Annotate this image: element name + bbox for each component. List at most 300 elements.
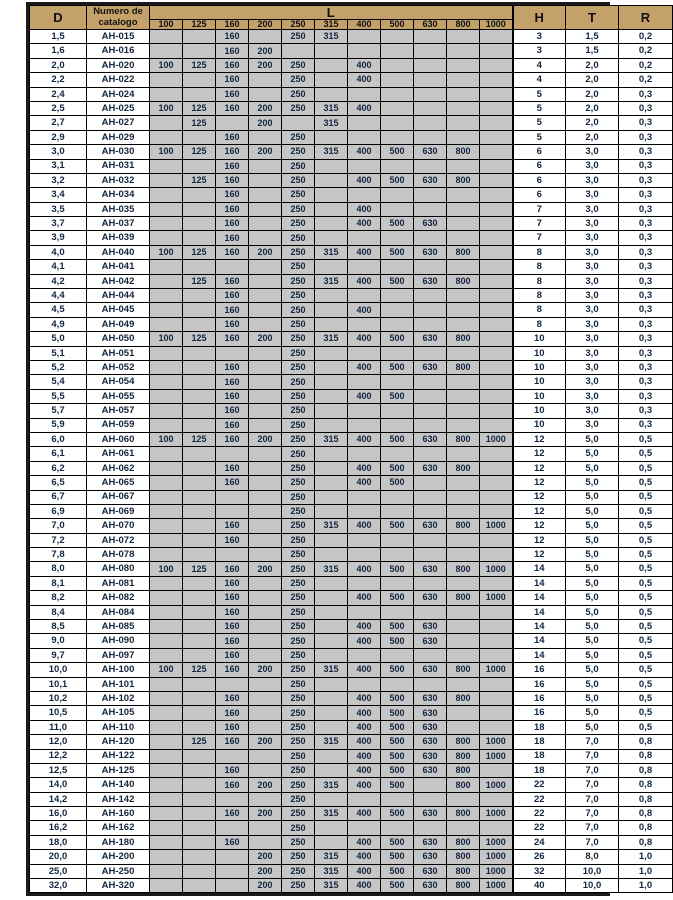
cell-l-250: 250 <box>282 807 315 821</box>
cell-l-500: 500 <box>381 864 414 878</box>
cell-l-250: 250 <box>282 188 315 202</box>
cell-l-800 <box>447 476 480 490</box>
cell-l-1000: 1000 <box>480 864 513 878</box>
cell-l-400 <box>348 792 381 806</box>
cell-l-1000 <box>480 634 513 648</box>
cell-l-630 <box>414 87 447 101</box>
cell-l-160 <box>216 879 249 893</box>
table-row <box>30 620 673 634</box>
cell-l-200 <box>249 130 282 144</box>
cell-h: 4 <box>513 73 566 87</box>
cell-l-1000 <box>480 332 513 346</box>
cell-l-125 <box>183 807 216 821</box>
cell-l-125: 125 <box>183 245 216 259</box>
cell-l-250: 250 <box>282 346 315 360</box>
cell-l-200 <box>249 260 282 274</box>
cell-l-800: 800 <box>447 519 480 533</box>
cell-l-125 <box>183 548 216 562</box>
cell-l-630 <box>414 44 447 58</box>
cell-l-400 <box>348 418 381 432</box>
cell-l-1000 <box>480 533 513 547</box>
cell-d: 6,1 <box>30 447 87 461</box>
cell-r: 1,0 <box>619 850 673 864</box>
cell-l-800: 800 <box>447 879 480 893</box>
cell-l-125 <box>183 231 216 245</box>
cell-l-125 <box>183 44 216 58</box>
table-row <box>30 821 673 835</box>
cell-d: 6,9 <box>30 504 87 518</box>
cell-l-1000: 1000 <box>480 663 513 677</box>
cell-l-125 <box>183 533 216 547</box>
table-row <box>30 835 673 849</box>
cell-l-630 <box>414 404 447 418</box>
cell-catalog-number: AH-160 <box>87 807 150 821</box>
cell-t: 8,0 <box>566 850 619 864</box>
cell-l-160: 160 <box>216 763 249 777</box>
cell-l-315 <box>315 677 348 691</box>
cell-l-1000 <box>480 87 513 101</box>
cell-h: 5 <box>513 130 566 144</box>
cell-l-400 <box>348 821 381 835</box>
cell-d: 2,9 <box>30 130 87 144</box>
cell-l-250: 250 <box>282 389 315 403</box>
cell-l-200 <box>249 418 282 432</box>
cell-catalog-number: AH-052 <box>87 360 150 374</box>
table-row <box>30 763 673 777</box>
cell-l-1000 <box>480 245 513 259</box>
cell-r: 0,3 <box>619 159 673 173</box>
cell-l-250 <box>282 44 315 58</box>
table-row <box>30 749 673 763</box>
cell-l-250: 250 <box>282 375 315 389</box>
header-l-200: 200 <box>249 20 282 30</box>
cell-l-630 <box>414 447 447 461</box>
cell-catalog-number: AH-059 <box>87 418 150 432</box>
cell-l-800: 800 <box>447 461 480 475</box>
cell-l-250: 250 <box>282 763 315 777</box>
cell-l-400: 400 <box>348 389 381 403</box>
cell-d: 6,2 <box>30 461 87 475</box>
cell-l-125 <box>183 30 216 44</box>
cell-l-160: 160 <box>216 648 249 662</box>
table-row <box>30 605 673 619</box>
cell-l-200: 200 <box>249 44 282 58</box>
cell-catalog-number: AH-029 <box>87 130 150 144</box>
cell-l-630: 630 <box>414 663 447 677</box>
cell-d: 3,0 <box>30 145 87 159</box>
cell-l-160: 160 <box>216 360 249 374</box>
cell-d: 14,2 <box>30 792 87 806</box>
cell-l-800 <box>447 44 480 58</box>
cell-l-630: 630 <box>414 691 447 705</box>
cell-l-500 <box>381 648 414 662</box>
cell-t: 5,0 <box>566 706 619 720</box>
cell-r: 1,0 <box>619 879 673 893</box>
cell-l-1000 <box>480 648 513 662</box>
cell-l-160 <box>216 447 249 461</box>
cell-l-315 <box>315 58 348 72</box>
cell-d: 5,5 <box>30 389 87 403</box>
cell-l-250: 250 <box>282 749 315 763</box>
cell-l-630 <box>414 375 447 389</box>
cell-l-500: 500 <box>381 720 414 734</box>
cell-h: 10 <box>513 418 566 432</box>
cell-l-1000 <box>480 720 513 734</box>
cell-catalog-number: AH-140 <box>87 778 150 792</box>
cell-t: 5,0 <box>566 634 619 648</box>
cell-l-500 <box>381 159 414 173</box>
cell-l-1000 <box>480 605 513 619</box>
cell-catalog-number: AH-050 <box>87 332 150 346</box>
cell-l-200 <box>249 346 282 360</box>
cell-l-500 <box>381 404 414 418</box>
cell-t: 3,0 <box>566 260 619 274</box>
header-l-630: 630 <box>414 20 447 30</box>
cell-l-125 <box>183 317 216 331</box>
cell-l-200 <box>249 548 282 562</box>
cell-l-160: 160 <box>216 476 249 490</box>
cell-l-200: 200 <box>249 58 282 72</box>
table-row <box>30 260 673 274</box>
cell-l-200 <box>249 461 282 475</box>
header-r: R <box>619 6 673 30</box>
cell-l-250: 250 <box>282 835 315 849</box>
cell-l-1000 <box>480 145 513 159</box>
cell-d: 2,4 <box>30 87 87 101</box>
cell-l-800 <box>447 792 480 806</box>
cell-l-800 <box>447 202 480 216</box>
table-row <box>30 231 673 245</box>
cell-l-800 <box>447 504 480 518</box>
cell-l-500: 500 <box>381 835 414 849</box>
cell-l-200: 200 <box>249 432 282 446</box>
cell-l-500: 500 <box>381 663 414 677</box>
cell-l-250: 250 <box>282 591 315 605</box>
cell-d: 14,0 <box>30 778 87 792</box>
cell-h: 8 <box>513 260 566 274</box>
cell-catalog-number: AH-044 <box>87 289 150 303</box>
cell-l-630 <box>414 317 447 331</box>
cell-l-315: 315 <box>315 332 348 346</box>
cell-l-1000 <box>480 476 513 490</box>
cell-catalog-number: AH-040 <box>87 245 150 259</box>
cell-h: 10 <box>513 360 566 374</box>
cell-l-125: 125 <box>183 145 216 159</box>
cell-l-160: 160 <box>216 418 249 432</box>
cell-t: 5,0 <box>566 691 619 705</box>
cell-l-250: 250 <box>282 634 315 648</box>
cell-t: 3,0 <box>566 317 619 331</box>
cell-l-250 <box>282 116 315 130</box>
cell-l-125: 125 <box>183 432 216 446</box>
cell-t: 5,0 <box>566 663 619 677</box>
cell-t: 5,0 <box>566 447 619 461</box>
cell-l-400 <box>348 231 381 245</box>
cell-l-1000: 1000 <box>480 778 513 792</box>
cell-l-160: 160 <box>216 30 249 44</box>
cell-l-125 <box>183 763 216 777</box>
cell-l-125 <box>183 418 216 432</box>
cell-l-250: 250 <box>282 73 315 87</box>
cell-h: 32 <box>513 864 566 878</box>
cell-l-800 <box>447 821 480 835</box>
cell-r: 0,5 <box>619 648 673 662</box>
cell-l-1000 <box>480 73 513 87</box>
cell-l-160: 160 <box>216 533 249 547</box>
cell-l-630: 630 <box>414 749 447 763</box>
table-row <box>30 461 673 475</box>
cell-d: 11,0 <box>30 720 87 734</box>
cell-l-800: 800 <box>447 360 480 374</box>
cell-l-800: 800 <box>447 663 480 677</box>
cell-l-100 <box>150 447 183 461</box>
cell-l-160: 160 <box>216 691 249 705</box>
cell-l-125 <box>183 202 216 216</box>
table-row <box>30 289 673 303</box>
cell-l-630: 630 <box>414 217 447 231</box>
cell-l-500 <box>381 418 414 432</box>
cell-l-200 <box>249 605 282 619</box>
cell-l-500: 500 <box>381 173 414 187</box>
cell-l-160: 160 <box>216 130 249 144</box>
cell-t: 3,0 <box>566 173 619 187</box>
cell-l-630: 630 <box>414 562 447 576</box>
cell-h: 12 <box>513 447 566 461</box>
cell-t: 5,0 <box>566 562 619 576</box>
cell-l-500 <box>381 73 414 87</box>
cell-l-630 <box>414 159 447 173</box>
cell-l-400: 400 <box>348 778 381 792</box>
cell-l-400: 400 <box>348 864 381 878</box>
cell-l-160: 160 <box>216 188 249 202</box>
cell-l-630 <box>414 504 447 518</box>
cell-l-630 <box>414 389 447 403</box>
cell-l-500 <box>381 116 414 130</box>
cell-l-1000: 1000 <box>480 749 513 763</box>
cell-catalog-number: AH-200 <box>87 850 150 864</box>
cell-l-100 <box>150 691 183 705</box>
cell-r: 0,5 <box>619 533 673 547</box>
cell-l-160: 160 <box>216 58 249 72</box>
cell-l-800 <box>447 30 480 44</box>
cell-catalog-number: AH-105 <box>87 706 150 720</box>
cell-catalog-number: AH-072 <box>87 533 150 547</box>
cell-l-315 <box>315 476 348 490</box>
cell-d: 8,2 <box>30 591 87 605</box>
cell-l-100 <box>150 605 183 619</box>
cell-catalog-number: AH-085 <box>87 620 150 634</box>
cell-l-315 <box>315 231 348 245</box>
cell-r: 1,0 <box>619 864 673 878</box>
cell-l-315 <box>315 202 348 216</box>
cell-l-250: 250 <box>282 850 315 864</box>
cell-l-100 <box>150 202 183 216</box>
cell-l-160: 160 <box>216 576 249 590</box>
cell-l-630: 630 <box>414 432 447 446</box>
cell-catalog-number: AH-031 <box>87 159 150 173</box>
table-row <box>30 562 673 576</box>
cell-l-800 <box>447 548 480 562</box>
cell-l-1000 <box>480 30 513 44</box>
cell-l-200 <box>249 404 282 418</box>
cell-l-1000 <box>480 346 513 360</box>
cell-l-200 <box>249 821 282 835</box>
cell-l-160 <box>216 821 249 835</box>
cell-l-250: 250 <box>282 231 315 245</box>
cell-r: 0,8 <box>619 807 673 821</box>
cell-h: 14 <box>513 576 566 590</box>
cell-h: 14 <box>513 648 566 662</box>
cell-t: 3,0 <box>566 145 619 159</box>
cell-l-160: 160 <box>216 375 249 389</box>
cell-t: 7,0 <box>566 763 619 777</box>
cell-l-315: 315 <box>315 30 348 44</box>
table-row <box>30 101 673 115</box>
cell-l-500 <box>381 87 414 101</box>
table-row <box>30 548 673 562</box>
cell-l-125 <box>183 346 216 360</box>
cell-l-1000 <box>480 691 513 705</box>
cell-l-800: 800 <box>447 274 480 288</box>
cell-l-1000 <box>480 58 513 72</box>
cell-l-800: 800 <box>447 807 480 821</box>
cell-l-125: 125 <box>183 274 216 288</box>
cell-h: 18 <box>513 763 566 777</box>
cell-r: 0,3 <box>619 360 673 374</box>
header-l-125: 125 <box>183 20 216 30</box>
table-row <box>30 245 673 259</box>
cell-l-630 <box>414 490 447 504</box>
cell-d: 1,5 <box>30 30 87 44</box>
cell-l-1000 <box>480 116 513 130</box>
cell-l-125: 125 <box>183 663 216 677</box>
cell-l-100 <box>150 389 183 403</box>
cell-r: 0,3 <box>619 346 673 360</box>
cell-l-100 <box>150 274 183 288</box>
cell-l-100 <box>150 260 183 274</box>
cell-l-100 <box>150 490 183 504</box>
cell-d: 4,2 <box>30 274 87 288</box>
cell-l-160: 160 <box>216 101 249 115</box>
cell-l-160: 160 <box>216 432 249 446</box>
cell-d: 6,7 <box>30 490 87 504</box>
table-row <box>30 591 673 605</box>
cell-d: 8,4 <box>30 605 87 619</box>
cell-l-100 <box>150 634 183 648</box>
header-l-160: 160 <box>216 20 249 30</box>
cell-d: 3,5 <box>30 202 87 216</box>
cell-l-630: 630 <box>414 850 447 864</box>
cell-l-200 <box>249 533 282 547</box>
cell-l-630: 630 <box>414 591 447 605</box>
header-catalog-line2: catalogo <box>98 16 138 28</box>
cell-l-500: 500 <box>381 432 414 446</box>
cell-d: 8,0 <box>30 562 87 576</box>
cell-l-315 <box>315 404 348 418</box>
cell-catalog-number: AH-120 <box>87 735 150 749</box>
cell-l-160: 160 <box>216 217 249 231</box>
cell-t: 5,0 <box>566 476 619 490</box>
cell-l-500: 500 <box>381 807 414 821</box>
cell-r: 0,2 <box>619 30 673 44</box>
cell-catalog-number: AH-025 <box>87 101 150 115</box>
cell-d: 7,0 <box>30 519 87 533</box>
cell-t: 5,0 <box>566 519 619 533</box>
cell-l-800 <box>447 231 480 245</box>
cell-l-125 <box>183 461 216 475</box>
cell-h: 6 <box>513 188 566 202</box>
cell-l-315: 315 <box>315 145 348 159</box>
cell-l-315 <box>315 634 348 648</box>
cell-l-400 <box>348 490 381 504</box>
cell-l-400: 400 <box>348 591 381 605</box>
cell-t: 5,0 <box>566 620 619 634</box>
cell-l-315 <box>315 173 348 187</box>
cell-l-200 <box>249 360 282 374</box>
cell-l-250: 250 <box>282 864 315 878</box>
cell-l-800: 800 <box>447 864 480 878</box>
header-row-top <box>30 6 673 20</box>
cell-l-400: 400 <box>348 749 381 763</box>
cell-l-1000 <box>480 44 513 58</box>
cell-l-400 <box>348 346 381 360</box>
cell-l-250: 250 <box>282 303 315 317</box>
table-row <box>30 375 673 389</box>
cell-l-100: 100 <box>150 145 183 159</box>
table-row <box>30 576 673 590</box>
cell-l-250: 250 <box>282 274 315 288</box>
cell-catalog-number: AH-078 <box>87 548 150 562</box>
table-row <box>30 663 673 677</box>
cell-l-800 <box>447 447 480 461</box>
cell-l-125 <box>183 648 216 662</box>
cell-h: 8 <box>513 303 566 317</box>
table-row <box>30 188 673 202</box>
cell-t: 3,0 <box>566 404 619 418</box>
cell-l-500 <box>381 188 414 202</box>
cell-catalog-number: AH-049 <box>87 317 150 331</box>
cell-d: 16,0 <box>30 807 87 821</box>
cell-l-630: 630 <box>414 274 447 288</box>
cell-l-315 <box>315 648 348 662</box>
cell-l-125 <box>183 620 216 634</box>
cell-l-500: 500 <box>381 519 414 533</box>
cell-catalog-number: AH-055 <box>87 389 150 403</box>
cell-l-630 <box>414 73 447 87</box>
cell-l-100 <box>150 778 183 792</box>
cell-r: 0,3 <box>619 202 673 216</box>
cell-l-500 <box>381 289 414 303</box>
cell-t: 5,0 <box>566 490 619 504</box>
cell-r: 0,3 <box>619 317 673 331</box>
cell-l-250: 250 <box>282 720 315 734</box>
cell-d: 32,0 <box>30 879 87 893</box>
cell-h: 8 <box>513 245 566 259</box>
cell-d: 5,0 <box>30 332 87 346</box>
cell-l-160: 160 <box>216 634 249 648</box>
cell-catalog-number: AH-022 <box>87 73 150 87</box>
cell-l-400: 400 <box>348 879 381 893</box>
cell-l-400: 400 <box>348 58 381 72</box>
cell-l-160: 160 <box>216 605 249 619</box>
cell-h: 16 <box>513 706 566 720</box>
cell-catalog-number: AH-061 <box>87 447 150 461</box>
cell-l-315 <box>315 389 348 403</box>
cell-l-800 <box>447 418 480 432</box>
cell-l-160: 160 <box>216 663 249 677</box>
cell-l-1000: 1000 <box>480 835 513 849</box>
cell-catalog-number: AH-062 <box>87 461 150 475</box>
